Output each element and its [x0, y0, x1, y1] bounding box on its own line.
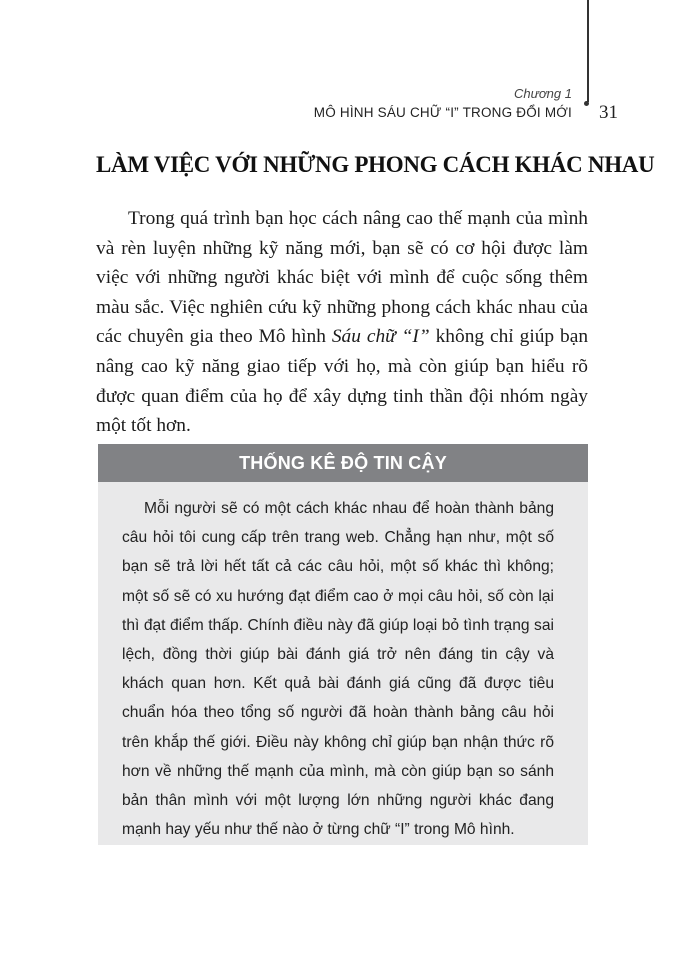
sidebar-box: [98, 444, 588, 845]
body-text-part-2: không chỉ giúp bạn nâng cao kỹ năng giao tiếp với họ, mà còn giúp bạn hiểu rõ được quan điểm của họ để xây dựng tinh thần đội nhóm ngày một tốt hơn.: [96, 326, 589, 437]
section-heading: LÀM VIỆC VỚI NHỮNG PHONG CÁCH KHÁC NHAU: [96, 152, 655, 177]
sidebar-box-title: THỐNG KÊ ĐỘ TIN CẬY: [98, 444, 588, 482]
header-divider-dot: [584, 101, 589, 106]
chapter-label: Chương 1: [513, 86, 572, 101]
body-text-part-1: Trong quá trình bạn học cách nâng cao thế mạnh của mình và rèn luyện những kỹ năng mới, bạn sẽ có cơ hội được làm việc với những người khác biệt với mình để cuộc sống thêm màu sắc. Việc nghiên cứu kỹ những phong cách khác nhau của các chuyên gia theo Mô hình: [96, 208, 588, 348]
running-title: MÔ HÌNH SÁU CHỮ “I” TRONG ĐỔI MỚI: [313, 105, 572, 120]
body-paragraph: [96, 204, 588, 441]
sidebar-box-text: Mỗi người sẽ có một cách khác nhau để hoàn thành bảng câu hỏi tôi cung cấp trên trang web. Chẳng hạn như, một số bạn sẽ trả lời hết tất cả các câu hỏi, một số khác thì không; một số sẽ có xu hướng đạt điểm cao ở mọi câu hỏi, số còn lại thì đạt điểm thấp. Chính điều này đã giúp loại bỏ tình trạng sai lệch, đồng thời giúp bài đánh giá trở nên đáng tin cậy và khách quan hơn. Kết quả bài đánh giá cũng đã được tiêu chuẩn hóa theo tổng số người đã hoàn thành bảng câu hỏi trên khắp thế giới. Điều này không chỉ giúp bạn nhận thức rõ hơn về những thế mạnh của mình, mà còn giúp bạn so sánh bản thân mình với một lượng lớn những người khác đang mạnh hay yếu như thế nào ở từng chữ “I” trong Mô hình.: [122, 500, 554, 839]
page-number: 31: [599, 102, 618, 123]
body-text-italic: Sáu chữ “I”: [331, 326, 430, 348]
header-divider-line: [587, 0, 589, 102]
